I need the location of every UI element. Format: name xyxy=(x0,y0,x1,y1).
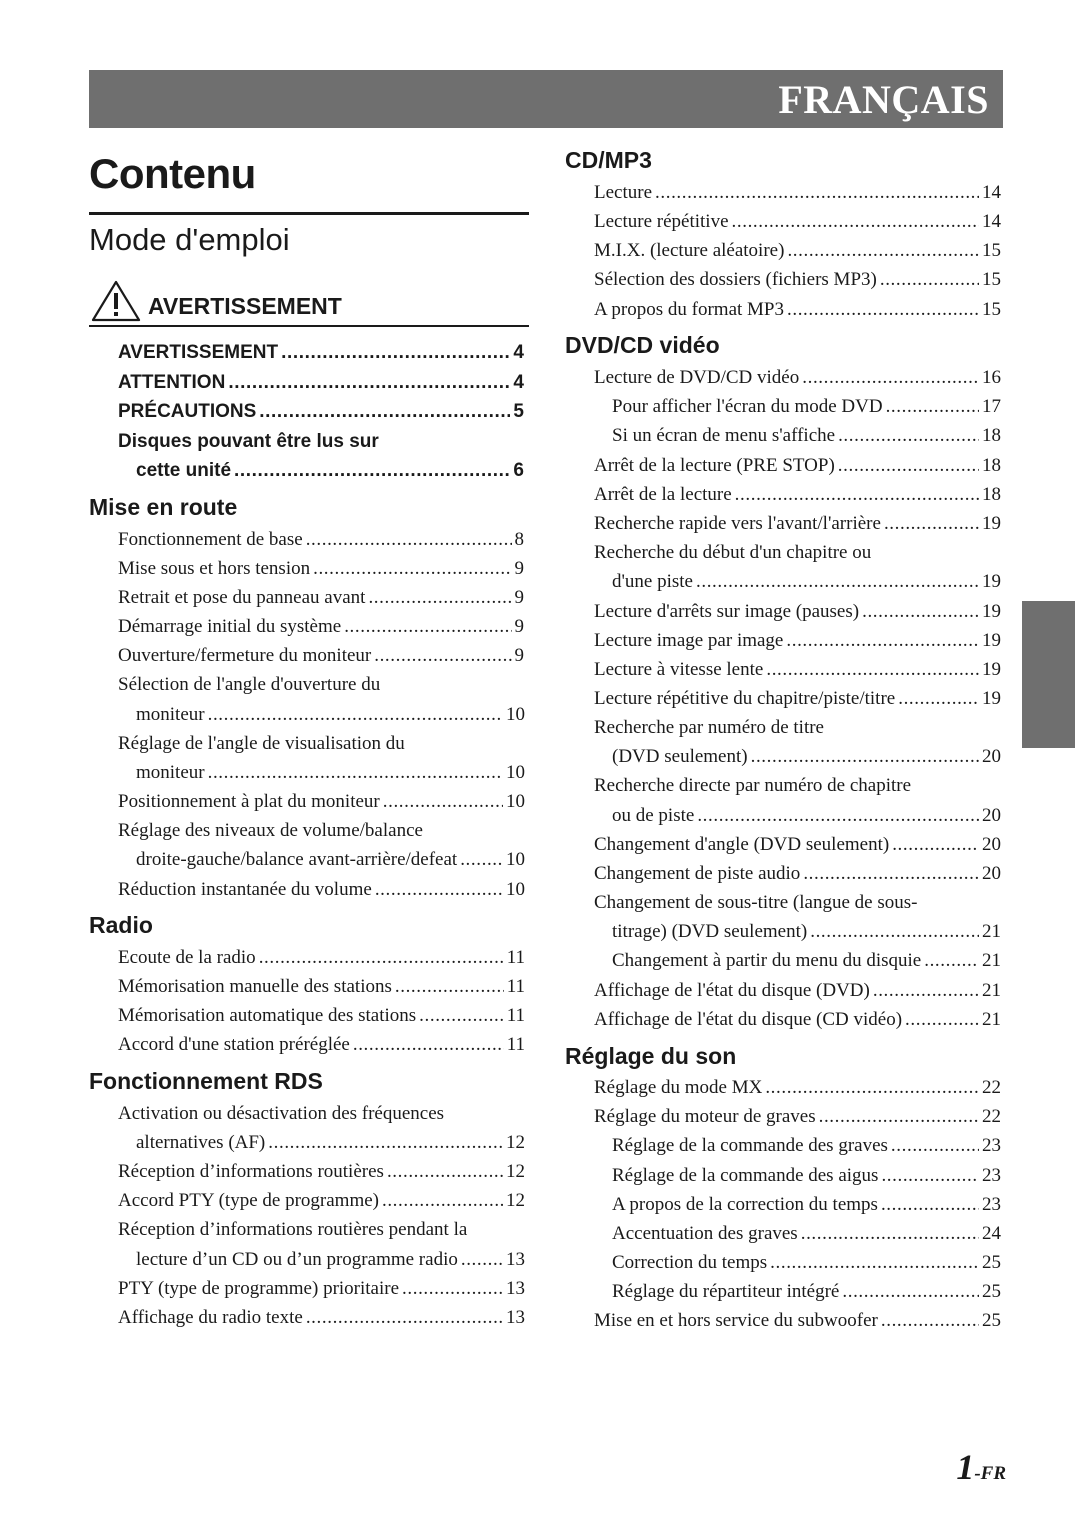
toc-leader-dots xyxy=(732,211,979,233)
toc-entry[interactable] xyxy=(118,1307,525,1329)
toc-entry[interactable] xyxy=(594,863,1001,885)
toc-entry-page: 25 xyxy=(982,1252,1001,1273)
toc-entry-title: Arrêt de la lecture xyxy=(594,484,732,505)
toc-leader-dots xyxy=(306,529,512,551)
toc-leader-dots xyxy=(460,849,503,871)
toc-entry-page: 14 xyxy=(982,182,1001,203)
toc-entry-page: 13 xyxy=(506,1307,525,1328)
toc-entry-title: Correction du temps xyxy=(612,1252,768,1273)
toc-leader-dots xyxy=(803,863,979,885)
toc-entry-page: 20 xyxy=(982,805,1001,826)
toc-entry[interactable] xyxy=(594,1310,1001,1332)
toc-entry-page: 9 xyxy=(514,645,524,666)
toc-entry-page: 16 xyxy=(982,367,1001,388)
toc-entry-title: Ecoute de la radio xyxy=(118,947,256,968)
toc-entry-page: 6 xyxy=(513,460,524,481)
toc-leader-dots xyxy=(766,659,979,681)
toc-entry[interactable] xyxy=(612,921,1001,943)
toc-entry-page: 13 xyxy=(506,1249,525,1270)
toc-entry-page: 20 xyxy=(982,746,1001,767)
toc-entry-page: 14 xyxy=(982,211,1001,232)
toc-leader-dots xyxy=(208,704,503,726)
toc-entry[interactable] xyxy=(118,976,525,998)
page-number-value: 1 xyxy=(956,1447,975,1487)
toc-entry-page: 9 xyxy=(514,616,524,637)
toc-leader-dots xyxy=(765,1077,979,1099)
toc-entry-title: Lecture xyxy=(594,182,653,203)
toc-entry[interactable] xyxy=(594,269,1001,291)
toc-entry[interactable] xyxy=(118,372,524,394)
toc-entry-line[interactable]: Réception d’informations routières pendant la xyxy=(118,1219,468,1240)
toc-entry-page: 21 xyxy=(982,950,1001,971)
toc-entry-page: 15 xyxy=(982,299,1001,320)
toc-entry-page: 22 xyxy=(982,1106,1001,1127)
toc-entry-title: Réglage du répartiteur intégré xyxy=(612,1281,840,1302)
toc-entry[interactable] xyxy=(594,834,1001,856)
toc-entry-title: Lecture répétitive xyxy=(594,211,729,232)
toc-entry-title: Accord PTY (type de programme) xyxy=(118,1190,379,1211)
toc-entry-page: 10 xyxy=(506,849,525,870)
toc-entry[interactable] xyxy=(594,455,1001,477)
toc-leader-dots xyxy=(387,1161,503,1183)
toc-leader-dots xyxy=(697,805,979,827)
toc-entry[interactable] xyxy=(118,1190,525,1212)
toc-entry-title: Mémorisation manuelle des stations xyxy=(118,976,392,997)
toc-entry[interactable] xyxy=(594,601,1001,623)
toc-leader-dots xyxy=(786,630,979,652)
toc-entry-title: cette unité xyxy=(136,460,232,481)
toc-entry-page: 11 xyxy=(506,1034,525,1055)
toc-entry[interactable] xyxy=(612,396,1001,418)
toc-entry-title: Ouverture/fermeture du moniteur xyxy=(118,645,372,666)
toc-entry[interactable] xyxy=(594,688,1001,710)
toc-entry-page: 13 xyxy=(506,1278,525,1299)
toc-leader-dots xyxy=(892,834,979,856)
toc-entry-title: titrage) (DVD seulement) xyxy=(612,921,808,942)
toc-leader-dots xyxy=(751,746,979,768)
toc-entry-title: Lecture à vitesse lente xyxy=(594,659,764,680)
toc-entry-page: 4 xyxy=(513,372,524,393)
toc-entry-page: 22 xyxy=(982,1077,1001,1098)
toc-leader-dots xyxy=(419,1005,504,1027)
toc-entry-title: Changement d'angle (DVD seulement) xyxy=(594,834,890,855)
section-heading: Radio xyxy=(89,912,153,938)
toc-entry-title: Réception d’informations routières xyxy=(118,1161,384,1182)
toc-entry[interactable] xyxy=(612,1252,1001,1274)
toc-entry-title: AVERTISSEMENT xyxy=(118,342,279,363)
toc-leader-dots xyxy=(353,1034,504,1056)
toc-entry[interactable] xyxy=(136,762,525,784)
toc-leader-dots xyxy=(891,1135,979,1157)
toc-entry-title: moniteur xyxy=(136,704,205,725)
section-heading: Réglage du son xyxy=(565,1043,737,1069)
toc-entry-title: d'une piste xyxy=(612,571,693,592)
toc-entry-page: 23 xyxy=(982,1135,1001,1156)
toc-entry-title: Réglage du moteur de graves xyxy=(594,1106,816,1127)
side-tab-marker xyxy=(1022,601,1075,748)
section-heading: CD/MP3 xyxy=(565,147,652,173)
toc-entry-title: Réglage de la commande des aigus xyxy=(612,1165,879,1186)
toc-leader-dots xyxy=(344,616,511,638)
warning-header-label: AVERTISSEMENT xyxy=(148,293,342,319)
toc-entry[interactable] xyxy=(612,746,1001,768)
toc-leader-dots xyxy=(838,425,979,447)
toc-entry-page: 23 xyxy=(982,1194,1001,1215)
toc-entry-page: 19 xyxy=(982,571,1001,592)
toc-entry-title: Sélection des dossiers (fichiers MP3) xyxy=(594,269,877,290)
toc-entry-page: 4 xyxy=(513,342,524,363)
toc-entry-title: Pour afficher l'écran du mode DVD xyxy=(612,396,883,417)
toc-leader-dots xyxy=(383,791,503,813)
toc-entry-page: 21 xyxy=(982,921,1001,942)
toc-entry-title: Positionnement à plat du moniteur xyxy=(118,791,380,812)
toc-entry-page: 11 xyxy=(506,976,525,997)
toc-entry-title: Affichage du radio texte xyxy=(118,1307,303,1328)
toc-entry-line[interactable]: Recherche du début d'un chapitre ou xyxy=(594,542,872,563)
toc-entry-title: PRÉCAUTIONS xyxy=(118,401,257,422)
toc-leader-dots xyxy=(880,269,979,291)
toc-entry-title: Mémorisation automatique des stations xyxy=(118,1005,417,1026)
toc-leader-dots xyxy=(306,1307,503,1329)
toc-entry-title: lecture d’un CD ou d’un programme radio xyxy=(136,1249,458,1270)
toc-leader-dots xyxy=(819,1106,979,1128)
toc-entry[interactable] xyxy=(594,630,1001,652)
toc-entry[interactable] xyxy=(118,947,525,969)
toc-leader-dots xyxy=(382,1190,503,1212)
toc-entry-page: 15 xyxy=(982,269,1001,290)
page-number-suffix: -FR xyxy=(974,1463,1006,1484)
toc-leader-dots xyxy=(368,587,511,609)
toc-entry[interactable] xyxy=(594,1009,1001,1031)
toc-leader-dots xyxy=(802,367,979,389)
warning-header xyxy=(89,280,529,324)
toc-leader-dots xyxy=(881,1194,979,1216)
toc-entry-page: 10 xyxy=(506,791,525,812)
toc-entry[interactable] xyxy=(612,571,1001,593)
toc-leader-dots xyxy=(881,1310,979,1332)
toc-entry-title: Fonctionnement de base xyxy=(118,529,303,550)
toc-entry-page: 5 xyxy=(513,401,524,422)
toc-entry-title: Accord d'une station préréglée xyxy=(118,1034,350,1055)
toc-leader-dots xyxy=(801,1223,979,1245)
toc-entry-page: 10 xyxy=(506,762,525,783)
toc-entry[interactable] xyxy=(118,587,524,609)
toc-entry-title: Mise en et hors service du subwoofer xyxy=(594,1310,878,1331)
toc-entry-line[interactable]: Réglage des niveaux de volume/balance xyxy=(118,820,423,841)
toc-entry-title: A propos du format MP3 xyxy=(594,299,784,320)
toc-entry[interactable] xyxy=(594,182,1001,204)
toc-entry-page: 19 xyxy=(982,688,1001,709)
toc-entry-title: moniteur xyxy=(136,762,205,783)
toc-entry-line[interactable]: Réglage de l'angle de visualisation du xyxy=(118,733,405,754)
toc-entry[interactable] xyxy=(594,240,1001,262)
toc-leader-dots xyxy=(924,950,979,972)
toc-entry-title: Démarrage initial du système xyxy=(118,616,342,637)
toc-entry[interactable] xyxy=(118,1034,525,1056)
toc-leader-dots xyxy=(655,182,979,204)
toc-entry[interactable] xyxy=(118,1161,525,1183)
toc-entry[interactable] xyxy=(612,1135,1001,1157)
toc-entry-page: 9 xyxy=(514,558,524,579)
toc-entry[interactable] xyxy=(118,342,524,364)
toc-entry-title: Lecture de DVD/CD vidéo xyxy=(594,367,800,388)
toc-entry[interactable] xyxy=(612,1194,1001,1216)
toc-entry-page: 23 xyxy=(982,1165,1001,1186)
toc-entry-page: 20 xyxy=(982,834,1001,855)
toc-entry-title: droite-gauche/balance avant-arrière/defeat xyxy=(136,849,458,870)
toc-entry[interactable] xyxy=(594,211,1001,233)
toc-leader-dots xyxy=(873,980,979,1002)
page-number xyxy=(956,1446,1006,1488)
toc-entry-title: (DVD seulement) xyxy=(612,746,748,767)
toc-entry[interactable] xyxy=(594,1106,1001,1128)
toc-entry-page: 12 xyxy=(506,1161,525,1182)
toc-leader-dots xyxy=(281,342,510,364)
toc-entry-line[interactable]: Recherche par numéro de titre xyxy=(594,717,824,738)
toc-entry[interactable] xyxy=(136,1132,525,1154)
toc-entry-title: Réglage de la commande des graves xyxy=(612,1135,888,1156)
toc-entry[interactable] xyxy=(612,1281,1001,1303)
toc-entry[interactable] xyxy=(594,367,1001,389)
toc-entry[interactable] xyxy=(118,1005,525,1027)
toc-entry[interactable] xyxy=(118,1278,525,1300)
toc-entry-page: 18 xyxy=(982,455,1001,476)
toc-entry[interactable] xyxy=(594,484,1001,506)
toc-entry-line[interactable]: Sélection de l'angle d'ouverture du xyxy=(118,674,381,695)
toc-entry-page: 19 xyxy=(982,630,1001,651)
toc-leader-dots xyxy=(884,513,979,535)
toc-entry-page: 19 xyxy=(982,601,1001,622)
toc-entry-page: 19 xyxy=(982,659,1001,680)
toc-entry[interactable] xyxy=(594,980,1001,1002)
section-heading: Mise en route xyxy=(89,494,238,520)
toc-entry-title: ou de piste xyxy=(612,805,695,826)
toc-entry[interactable] xyxy=(136,704,525,726)
toc-entry[interactable] xyxy=(118,558,524,580)
toc-leader-dots xyxy=(838,455,979,477)
toc-leader-dots xyxy=(898,688,979,710)
toc-entry-page: 21 xyxy=(982,980,1001,1001)
toc-entry-page: 9 xyxy=(514,587,524,608)
toc-leader-dots xyxy=(696,571,979,593)
toc-leader-dots xyxy=(228,372,510,394)
toc-entry[interactable] xyxy=(594,1077,1001,1099)
toc-entry-title: Recherche rapide vers l'avant/l'arrière xyxy=(594,513,881,534)
warning-triangle-icon xyxy=(91,280,141,322)
toc-entry-title: Mise sous et hors tension xyxy=(118,558,311,579)
toc-leader-dots xyxy=(374,645,511,667)
toc-entry-page: 21 xyxy=(982,1009,1001,1030)
toc-entry-title: Accentuation des graves xyxy=(612,1223,798,1244)
section-heading: Fonctionnement RDS xyxy=(89,1068,323,1094)
toc-leader-dots xyxy=(395,976,504,998)
toc-leader-dots xyxy=(862,601,979,623)
toc-entry[interactable] xyxy=(594,513,1001,535)
toc-entry[interactable] xyxy=(594,659,1001,681)
toc-leader-dots xyxy=(259,947,504,969)
toc-leader-dots xyxy=(787,240,979,262)
toc-leader-dots xyxy=(905,1009,979,1031)
toc-leader-dots xyxy=(735,484,979,506)
toc-entry[interactable] xyxy=(612,805,1001,827)
toc-leader-dots xyxy=(886,396,979,418)
toc-entry-page: 24 xyxy=(982,1223,1001,1244)
toc-leader-dots xyxy=(770,1252,979,1274)
toc-leader-dots xyxy=(842,1281,979,1303)
toc-entry[interactable] xyxy=(136,849,525,871)
toc-entry[interactable] xyxy=(612,950,1001,972)
toc-entry-page: 25 xyxy=(982,1281,1001,1302)
toc-entry-page: 8 xyxy=(514,529,524,550)
toc-entry-line[interactable]: Disques pouvant être lus sur xyxy=(118,431,379,452)
language-label: FRANÇAIS xyxy=(778,77,989,122)
toc-entry-title: Arrêt de la lecture (PRE STOP) xyxy=(594,455,835,476)
toc-entry-page: 11 xyxy=(506,1005,525,1026)
toc-entry-title: Réduction instantanée du volume xyxy=(118,879,372,900)
warning-divider xyxy=(89,325,529,327)
toc-entry-title: Lecture image par image xyxy=(594,630,784,651)
toc-entry-title: alternatives (AF) xyxy=(136,1132,266,1153)
section-title-mode-emploi: Mode d'emploi xyxy=(89,222,290,257)
toc-entry-title: Retrait et pose du panneau avant xyxy=(118,587,366,608)
toc-entry[interactable] xyxy=(612,425,1001,447)
toc-entry-line[interactable]: Changement de sous-titre (langue de sous- xyxy=(594,892,918,913)
toc-entry-title: PTY (type de programme) prioritaire xyxy=(118,1278,400,1299)
toc-leader-dots xyxy=(375,879,503,901)
toc-entry[interactable] xyxy=(594,299,1001,321)
toc-entry-page: 18 xyxy=(982,425,1001,446)
toc-leader-dots xyxy=(268,1132,503,1154)
toc-entry-page: 10 xyxy=(506,879,525,900)
toc-entry-title: Lecture d'arrêts sur image (pauses) xyxy=(594,601,860,622)
toc-entry[interactable] xyxy=(118,791,525,813)
toc-leader-dots xyxy=(313,558,511,580)
toc-leader-dots xyxy=(208,762,503,784)
toc-entry-title: Affichage de l'état du disque (CD vidéo) xyxy=(594,1009,903,1030)
toc-entry-page: 11 xyxy=(506,947,525,968)
toc-entry-title: Si un écran de menu s'affiche xyxy=(612,425,836,446)
toc-leader-dots xyxy=(259,401,510,423)
toc-entry-title: A propos de la correction du temps xyxy=(612,1194,878,1215)
toc-entry-page: 12 xyxy=(506,1132,525,1153)
toc-entry-page: 20 xyxy=(982,863,1001,884)
toc-entry[interactable] xyxy=(612,1223,1001,1245)
toc-leader-dots xyxy=(881,1165,979,1187)
toc-leader-dots xyxy=(810,921,979,943)
toc-entry[interactable] xyxy=(118,616,524,638)
toc-entry-title: M.I.X. (lecture aléatoire) xyxy=(594,240,785,261)
toc-entry[interactable] xyxy=(118,645,524,667)
toc-entry-title: Affichage de l'état du disque (DVD) xyxy=(594,980,870,1001)
toc-entry-title: Lecture répétitive du chapitre/piste/titre xyxy=(594,688,896,709)
toc-entry[interactable] xyxy=(612,1165,1001,1187)
title-divider xyxy=(89,212,529,215)
toc-entry[interactable] xyxy=(136,1249,525,1271)
toc-entry-page: 10 xyxy=(506,704,525,725)
toc-leader-dots xyxy=(402,1278,503,1300)
toc-entry-title: Réglage du mode MX xyxy=(594,1077,763,1098)
toc-entry-page: 25 xyxy=(982,1310,1001,1331)
toc-leader-dots xyxy=(461,1249,503,1271)
toc-entry-page: 19 xyxy=(982,513,1001,534)
toc-entry-line[interactable]: Recherche directe par numéro de chapitre xyxy=(594,775,912,796)
page-title: Contenu xyxy=(89,150,256,197)
toc-entry[interactable] xyxy=(118,879,525,901)
language-banner xyxy=(89,70,1003,128)
toc-entry-title: Changement de piste audio xyxy=(594,863,801,884)
toc-leader-dots xyxy=(234,460,510,482)
toc-entry[interactable] xyxy=(118,529,524,551)
toc-entry-title: ATTENTION xyxy=(118,372,226,393)
toc-entry[interactable] xyxy=(118,401,524,423)
toc-leader-dots xyxy=(787,299,979,321)
toc-entry-page: 15 xyxy=(982,240,1001,261)
section-heading: DVD/CD vidéo xyxy=(565,332,720,358)
toc-entry-line[interactable]: Activation ou désactivation des fréquences xyxy=(118,1103,445,1124)
toc-entry-page: 12 xyxy=(506,1190,525,1211)
toc-entry-title: Changement à partir du menu du disquie xyxy=(612,950,922,971)
toc-entry[interactable] xyxy=(136,460,524,482)
toc-entry-page: 17 xyxy=(982,396,1001,417)
toc-entry-page: 18 xyxy=(982,484,1001,505)
